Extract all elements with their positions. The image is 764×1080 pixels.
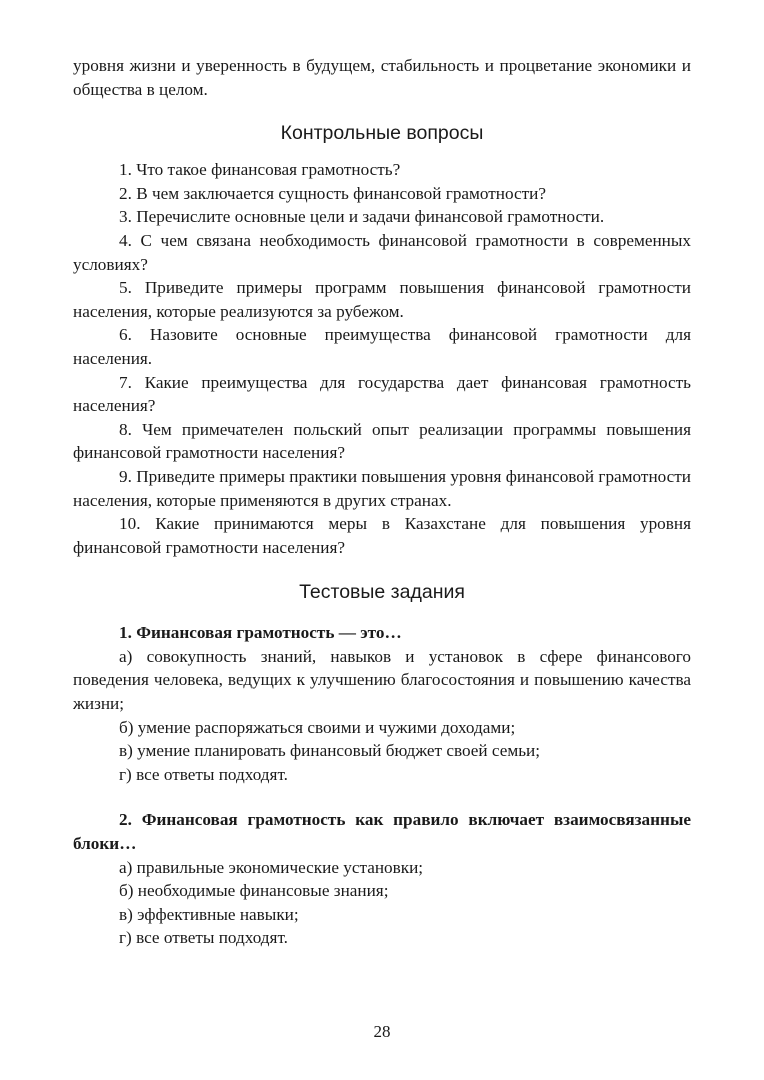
test-option: в) умение планировать финансовый бюджет своей семьи; (119, 741, 541, 761)
question-item: 1. Что такое финансовая грамотность? (119, 160, 401, 180)
questions-list (73, 158, 691, 559)
question-item: 8. Чем примечателен польский опыт реализации программы повышения финансовой грамотности населения? (73, 419, 691, 463)
question-item: 9. Приведите примеры практики повышения уровня финансовой грамотности населения, которые применяются в других странах. (73, 466, 691, 510)
control-questions-heading: Контрольные вопросы (280, 122, 484, 145)
intro-paragraph: уровня жизни и уверенность в будущем, стабильность и процветание экономики и общества в целом. (73, 56, 691, 99)
test-option: б) умение распоряжаться своими и чужими доходами; (119, 717, 516, 737)
question-item: 2. В чем заключается сущность финансовой грамотности? (119, 183, 546, 203)
test-task (73, 621, 691, 786)
question-item: 10. Какие принимаются меры в Казахстане для повышения уровня финансовой грамотности населения? (73, 514, 691, 557)
question-item: 5. Приведите примеры программ повышения финансовой грамотности населения, которые реализуются за рубежом. (73, 278, 691, 321)
test-option: г) все ответы подходят. (119, 764, 288, 784)
test-option: а) правильные экономические установки; (119, 857, 424, 877)
page-content (73, 54, 691, 950)
question-item: 6. Назовите основные преимущества финансовой грамотности для населения. (73, 325, 691, 368)
test-task (73, 808, 691, 950)
question-item: 4. С чем связана необходимость финансовой грамотности в современных условиях? (73, 230, 691, 274)
spacer (73, 786, 691, 808)
test-option: г) все ответы подходят. (119, 928, 288, 948)
page-number: 28 (373, 1022, 391, 1041)
test-tasks-heading: Тестовые задания (299, 581, 465, 604)
question-item: 7. Какие преимущества для государства дает финансовая грамотность населения? (73, 372, 691, 416)
test-question: 1. Финансовая грамотность — это… (119, 623, 402, 643)
test-option: а) совокупность знаний, навыков и установок в сфере финансового поведения человека, ведущих к улучшению благосостояния и повышению качества жизни; (73, 646, 691, 714)
test-option: б) необходимые финансовые знания; (119, 881, 389, 901)
question-item: 3. Перечислите основные цели и задачи финансовой грамотности. (119, 207, 605, 227)
test-option: в) эффективные навыки; (119, 904, 299, 924)
test-question: 2. Финансовая грамотность как правило включает взаимосвязанные блоки… (73, 810, 691, 854)
